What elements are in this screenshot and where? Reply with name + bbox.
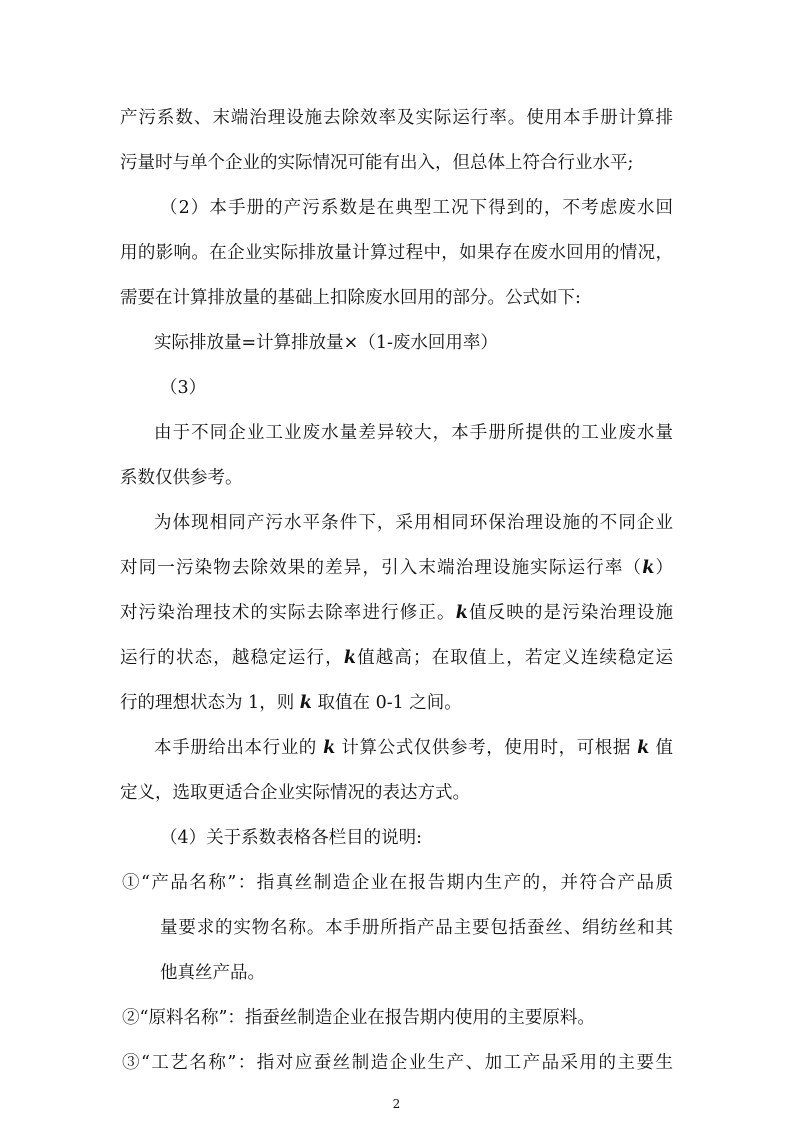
paragraph-5-line-3-end: 值反映的是污染治理设施 xyxy=(467,603,674,623)
k-symbol: k xyxy=(323,738,336,758)
paragraph-5-line-2-text: 对同一污染物去除效果的差异，引入末端治理设施实际运行率（ xyxy=(120,558,643,578)
paragraph-5-line-1: 为体现相同产污水平条件下，采用相同环保治理设施的不同企业 xyxy=(154,513,673,533)
paragraph-5-line-3 xyxy=(120,601,673,625)
paragraph-5-line-3-text: 对污染治理技术的实际去除率进行修正。 xyxy=(120,603,456,623)
k-symbol: k xyxy=(343,648,356,668)
paragraph-1-line-2: 污量时与单个企业的实际情况可能有出入，但总体上符合行业水平; xyxy=(120,153,634,173)
paragraph-6-line-2: 定义，选取更适合企业实际情况的表达方式。 xyxy=(120,783,470,803)
k-symbol: k xyxy=(642,558,655,578)
paragraph-2-line-2: 用的影响。在企业实际排放量计算过程中，如果存在废水回用的情况， xyxy=(120,243,673,263)
paragraph-5-line-4-end: 值越高；在取值上，若定义连续稳定运 xyxy=(355,648,674,668)
paragraph-4-line-1: 由于不同企业工业废水量差异较大，本手册所提供的工业废水量 xyxy=(154,423,673,443)
paragraph-6-line-1-mid: 计算公式仅供参考，使用时，可根据 xyxy=(341,738,631,758)
paragraph-1-line-1: 产污系数、末端治理设施去除效率及实际运行率。使用本手册计算排 xyxy=(120,108,673,128)
formula-line: 实际排放量=计算排放量×（1-废水回用率） xyxy=(154,333,498,353)
paragraph-2-line-1: （2）本手册的产污系数是在典型工况下得到的，不考虑废水回 xyxy=(160,198,673,218)
paragraph-6-line-1-text: 本手册给出本行业的 xyxy=(154,738,317,758)
paragraph-6-line-1-end: 值 xyxy=(655,738,673,758)
paragraph-5-line-5 xyxy=(120,691,462,715)
paragraph-5-line-5-end: 取值在 0-1 之间。 xyxy=(317,693,462,713)
paragraph-5-line-2-end: ） xyxy=(654,558,674,578)
paragraph-7: （4）关于系数表格各栏目的说明: xyxy=(160,828,423,848)
list-item-2: ②“原料名称”：指蚕丝制造企业在报告期内使用的主要原料。 xyxy=(122,1008,595,1028)
k-symbol: k xyxy=(299,693,312,713)
paragraph-5-line-2 xyxy=(120,556,673,580)
paragraph-4-line-2: 系数仅供参考。 xyxy=(120,468,243,488)
paragraph-6-line-1 xyxy=(154,736,673,760)
k-symbol: k xyxy=(637,738,650,758)
paragraph-5-line-5-text: 行的理想状态为 1，则 xyxy=(120,693,295,713)
list-item-1-line-2: 量要求的实物名称。本手册所指产品主要包括蚕丝、绢纺丝和其 xyxy=(160,918,673,938)
list-item-1-line-3: 他真丝产品。 xyxy=(160,963,265,983)
paragraph-2-line-3: 需要在计算排放量的基础上扣除废水回用的部分。公式如下: xyxy=(120,288,581,308)
k-symbol: k xyxy=(455,603,468,623)
paragraph-5-line-4-text: 运行的状态，越稳定运行， xyxy=(120,648,344,668)
list-item-1-line-1: ①“产品名称”：指真丝制造企业在报告期内生产的，并符合产品质 xyxy=(122,873,673,893)
paragraph-5-line-4 xyxy=(120,646,673,670)
list-item-3-line-1: ③“工艺名称”：指对应蚕丝制造企业生产、加工产品采用的主要生 xyxy=(122,1053,673,1073)
paragraph-3-label: （3） xyxy=(160,378,207,398)
page-number: 2 xyxy=(392,1097,401,1111)
